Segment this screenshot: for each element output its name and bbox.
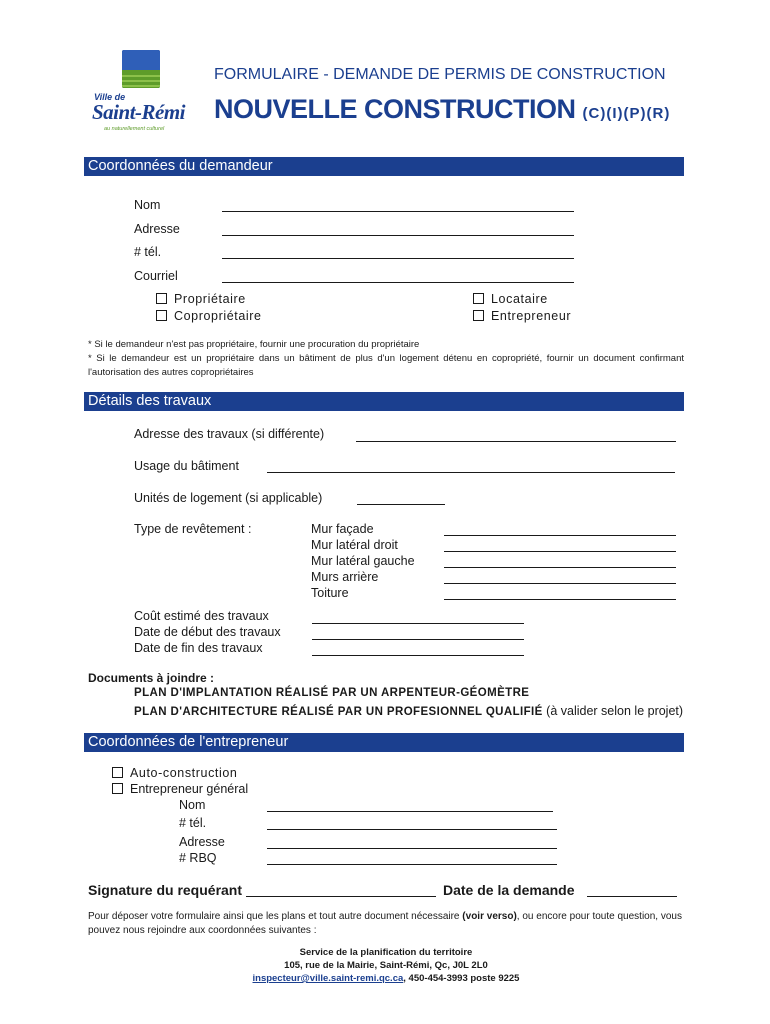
checkbox-proprietaire[interactable] bbox=[156, 292, 246, 306]
revetement-mur-lateral-gauche: Mur latéral gauche bbox=[311, 554, 415, 568]
entrepreneur-line-adresse[interactable] bbox=[267, 848, 557, 849]
footer-phone: , 450-454-3993 poste 9225 bbox=[403, 973, 520, 984]
document-plan-architecture-label: PLAN D'ARCHITECTURE RÉALISÉ PAR UN PROFESIONNEL QUALIFIÉ bbox=[134, 706, 543, 718]
city-logo bbox=[92, 50, 192, 136]
checkbox-label: Locataire bbox=[491, 292, 548, 306]
logo-name: Saint-Rémi bbox=[92, 100, 186, 124]
document-plan-architecture-note: (à valider selon le projet) bbox=[542, 704, 684, 718]
entrepreneur-line-tel[interactable] bbox=[267, 829, 557, 830]
checkbox-auto-construction[interactable] bbox=[112, 766, 237, 780]
logo-ville: Ville de bbox=[94, 92, 126, 102]
entrepreneur-label-nom: Nom bbox=[179, 798, 206, 812]
field-line-nom[interactable] bbox=[222, 211, 574, 212]
date-demande-line[interactable] bbox=[587, 896, 677, 897]
revetement-mur-lateral-droit: Mur latéral droit bbox=[311, 538, 398, 552]
form-subtitle: FORMULAIRE - DEMANDE DE PERMIS DE CONSTRUCTION bbox=[214, 66, 666, 83]
revetement-mur-facade: Mur façade bbox=[311, 522, 374, 536]
field-label-nom: Nom bbox=[134, 198, 161, 212]
checkbox-icon bbox=[156, 293, 167, 304]
field-label-courriel: Courriel bbox=[134, 269, 178, 283]
field-label-adresse: Adresse bbox=[134, 222, 180, 236]
documents-title: Documents à joindre : bbox=[88, 671, 215, 685]
field-line-usage[interactable] bbox=[267, 472, 675, 473]
field-line-adresse-travaux[interactable] bbox=[356, 441, 676, 442]
revetement-toiture: Toiture bbox=[311, 586, 349, 600]
field-line-toiture[interactable] bbox=[444, 599, 676, 600]
note-procuration: * Si le demandeur n'est pas propriétaire, fournir une procuration du propriétaire bbox=[88, 339, 420, 350]
field-label-adresse-travaux: Adresse des travaux (si différente) bbox=[134, 427, 325, 441]
form-title-text: NOUVELLE CONSTRUCTION bbox=[214, 94, 576, 124]
field-label-debut: Date de début des travaux bbox=[134, 625, 281, 639]
field-line-mur-lateral-droit[interactable] bbox=[444, 551, 676, 552]
checkbox-entrepreneur[interactable] bbox=[473, 309, 571, 323]
field-label-revetement: Type de revêtement : bbox=[134, 522, 252, 536]
logo-tagline: au naturellement culturel bbox=[104, 126, 165, 132]
footer-intro-text: Pour déposer votre formulaire ainsi que les plans et tout autre document nécessaire bbox=[88, 911, 463, 922]
entrepreneur-line-rbq[interactable] bbox=[267, 864, 557, 865]
section-entrepreneur-header: Coordonnées de l'entrepreneur bbox=[84, 733, 684, 752]
document-plan-implantation: PLAN D'IMPLANTATION RÉALISÉ PAR UN ARPENTEUR-GÉOMÈTRE bbox=[134, 687, 530, 699]
checkbox-label: Entrepreneur bbox=[491, 309, 572, 323]
form-title-codes: (C)(I)(P)(R) bbox=[582, 105, 671, 122]
entrepreneur-label-tel: # tél. bbox=[179, 816, 207, 830]
form-title bbox=[214, 94, 670, 125]
footer-service: Service de la planification du territoire bbox=[299, 947, 473, 958]
logo-emblem-icon bbox=[122, 50, 160, 88]
field-line-unites[interactable] bbox=[357, 504, 445, 505]
checkbox-icon bbox=[156, 310, 167, 321]
document-plan-architecture bbox=[134, 702, 683, 720]
checkbox-label: Auto-construction bbox=[130, 766, 238, 780]
checkbox-label: Copropriétaire bbox=[174, 309, 262, 323]
revetement-murs-arriere: Murs arrière bbox=[311, 570, 379, 584]
field-label-tel: # tél. bbox=[134, 245, 162, 259]
date-demande-label: Date de la demande bbox=[443, 882, 575, 898]
field-line-fin[interactable] bbox=[312, 655, 524, 656]
checkbox-icon bbox=[112, 783, 123, 794]
field-label-cout: Coût estimé des travaux bbox=[134, 609, 269, 623]
field-line-debut[interactable] bbox=[312, 639, 524, 640]
checkbox-icon bbox=[112, 767, 123, 778]
field-label-fin: Date de fin des travaux bbox=[134, 641, 263, 655]
checkbox-label: Propriétaire bbox=[174, 292, 246, 306]
field-line-mur-facade[interactable] bbox=[444, 535, 676, 536]
footer-intro-verso: (voir verso) bbox=[462, 911, 517, 922]
footer-intro-rest: , ou encore pour toute question, vous pouvez nous rejoindre aux coordonnées suivantes : bbox=[88, 911, 682, 936]
field-label-usage: Usage du bâtiment bbox=[134, 459, 239, 473]
checkbox-label: Entrepreneur général bbox=[130, 782, 249, 796]
field-line-cout[interactable] bbox=[312, 623, 524, 624]
section-demandeur-header: Coordonnées du demandeur bbox=[84, 157, 684, 176]
checkbox-locataire[interactable] bbox=[473, 292, 548, 306]
footer-contact bbox=[88, 973, 684, 984]
field-line-mur-lateral-gauche[interactable] bbox=[444, 567, 676, 568]
field-line-courriel[interactable] bbox=[222, 282, 574, 283]
footer-intro bbox=[88, 910, 682, 938]
footer-email-link[interactable]: inspecteur@ville.saint-remi.qc.ca bbox=[252, 973, 404, 984]
entrepreneur-line-nom[interactable] bbox=[267, 811, 553, 812]
entrepreneur-label-rbq: # RBQ bbox=[179, 851, 217, 865]
note-copropriete: * Si le demandeur est un propriétaire dans un bâtiment de plus d'un logement détenu en copropriété, fournir un document confirmant l'autorisation des autres copropriétaires bbox=[88, 353, 684, 378]
entrepreneur-label-adresse: Adresse bbox=[179, 835, 225, 849]
field-label-unites: Unités de logement (si applicable) bbox=[134, 491, 323, 505]
field-line-adresse[interactable] bbox=[222, 235, 574, 236]
checkbox-icon bbox=[473, 293, 484, 304]
field-line-murs-arriere[interactable] bbox=[444, 583, 676, 584]
checkbox-entrepreneur-general[interactable] bbox=[112, 782, 248, 796]
checkbox-icon bbox=[473, 310, 484, 321]
footer-address: 105, rue de la Mairie, Saint-Rémi, Qc, J0L 2L0 bbox=[284, 960, 488, 971]
checkbox-coproprietaire[interactable] bbox=[156, 309, 262, 323]
signature-label: Signature du requérant bbox=[88, 882, 243, 898]
field-line-tel[interactable] bbox=[222, 258, 574, 259]
section-travaux-header: Détails des travaux bbox=[84, 392, 684, 411]
signature-line[interactable] bbox=[246, 896, 436, 897]
